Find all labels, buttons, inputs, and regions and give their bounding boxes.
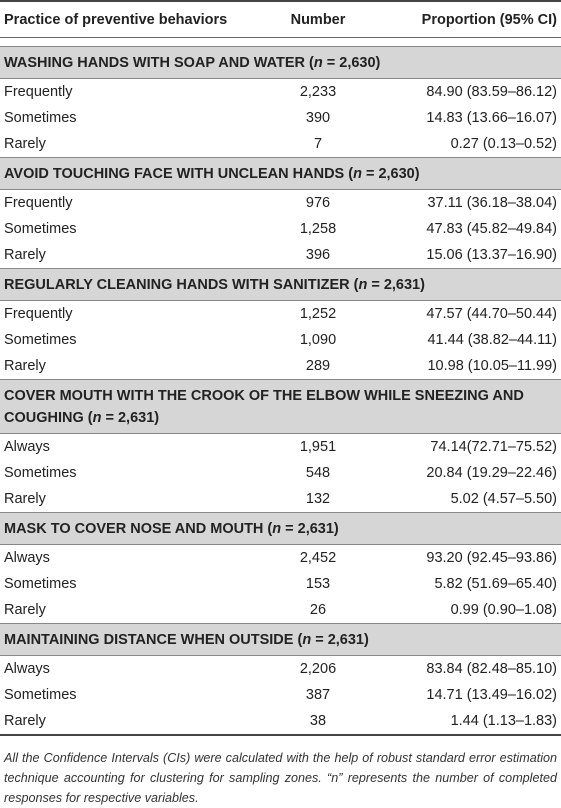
- header-number: Number: [290, 11, 346, 28]
- table-row: [0, 460, 561, 486]
- row-number: 976: [305, 195, 331, 211]
- section-title: WASHING HANDS WITH SOAP AND WATER (: [4, 55, 314, 71]
- section-header: [0, 157, 561, 190]
- row-label: Rarely: [4, 358, 46, 374]
- section-n-label: n: [353, 166, 362, 182]
- row-number: 7: [313, 136, 323, 152]
- table-row: [0, 486, 561, 512]
- row-proportion: 37.11 (36.18–38.04): [427, 195, 557, 211]
- row-proportion: 83.84 (82.48–85.10): [426, 661, 557, 677]
- section-header: [0, 46, 561, 79]
- section-title: AVOID TOUCHING FACE WITH UNCLEAN HANDS (: [4, 166, 354, 182]
- row-proportion: 74.14(72.71–75.52): [430, 439, 557, 455]
- table-row: [0, 105, 561, 131]
- table-row: [0, 79, 561, 105]
- row-proportion: 14.71 (13.49–16.02): [426, 687, 557, 703]
- row-label: Rarely: [4, 491, 46, 507]
- row-proportion: 1.44 (1.13–1.83): [450, 713, 557, 729]
- section-n-label: n: [302, 632, 312, 648]
- table-row: [0, 131, 561, 157]
- row-label: Sometimes: [4, 110, 77, 126]
- row-number: 548: [305, 465, 331, 481]
- header-practice: Practice of preventive behaviors: [4, 11, 228, 28]
- section-n-value: = 2,631): [281, 521, 339, 537]
- row-proportion: 5.02 (4.57–5.50): [450, 491, 557, 507]
- row-label: Always: [4, 439, 50, 455]
- table-row: [0, 327, 561, 353]
- section-n-value: = 2,631): [311, 632, 369, 648]
- row-label: Always: [4, 550, 50, 566]
- table-row: [0, 242, 561, 268]
- row-label: Rarely: [4, 247, 46, 263]
- row-number: 132: [305, 491, 331, 507]
- section-n-value: = 2,631): [367, 277, 425, 293]
- table-row: [0, 708, 561, 734]
- table-row: [0, 571, 561, 597]
- row-label: Frequently: [4, 306, 73, 322]
- row-proportion: 20.84 (19.29–22.46): [426, 465, 557, 481]
- table-row: [0, 301, 561, 327]
- row-proportion: 0.99 (0.90–1.08): [450, 602, 557, 618]
- section-header: [0, 379, 561, 434]
- row-number: 2,233: [299, 84, 337, 100]
- section-n-label: n: [272, 521, 282, 537]
- row-proportion: 41.44 (38.82–44.11): [427, 332, 557, 348]
- row-number: 396: [305, 247, 331, 263]
- section-title: COVER MOUTH WITH THE CROOK OF THE ELBOW WHILE SNEEZING AND COUGHING (: [4, 388, 524, 426]
- section-header: [0, 268, 561, 301]
- row-label: Frequently: [4, 84, 73, 100]
- row-number: 1,951: [299, 439, 337, 455]
- row-label: Sometimes: [4, 221, 77, 237]
- row-label: Rarely: [4, 602, 46, 618]
- row-label: Sometimes: [4, 576, 77, 592]
- table-row: [0, 353, 561, 379]
- table-body: [0, 46, 561, 734]
- row-number: 390: [305, 110, 331, 126]
- row-proportion: 93.20 (92.45–93.86): [426, 550, 557, 566]
- row-proportion: 0.27 (0.13–0.52): [450, 136, 557, 152]
- table-row: [0, 545, 561, 571]
- row-label: Rarely: [4, 136, 46, 152]
- header-proportion: Proportion (95% CI): [421, 11, 557, 28]
- section-n-label: n: [313, 55, 323, 71]
- row-label: Rarely: [4, 713, 46, 729]
- row-proportion: 5.82 (51.69–65.40): [434, 576, 557, 592]
- section-n-value: = 2,630): [361, 166, 420, 182]
- row-proportion: 47.83 (45.82–49.84): [426, 221, 557, 237]
- section-n-value: = 2,631): [101, 410, 160, 426]
- table-row: [0, 597, 561, 623]
- row-number: 289: [305, 358, 331, 374]
- table-row: [0, 216, 561, 242]
- header-spacer: [0, 38, 561, 46]
- section-header: [0, 512, 561, 545]
- row-number: 38: [309, 713, 327, 729]
- section-n-label: n: [92, 410, 102, 426]
- row-label: Sometimes: [4, 687, 77, 703]
- row-proportion: 47.57 (44.70–50.44): [426, 306, 557, 322]
- row-proportion: 15.06 (13.37–16.90): [426, 247, 557, 263]
- row-number: 1,252: [299, 306, 337, 322]
- table-row: [0, 190, 561, 216]
- row-number: 26: [309, 602, 327, 618]
- row-number: 2,452: [299, 550, 337, 566]
- section-title: MASK TO COVER NOSE AND MOUTH (: [4, 521, 273, 537]
- row-number: 1,090: [299, 332, 337, 348]
- row-label: Sometimes: [4, 465, 77, 481]
- row-label: Always: [4, 661, 50, 677]
- section-n-value: = 2,630): [322, 55, 381, 71]
- table-row: [0, 656, 561, 682]
- section-title: MAINTAINING DISTANCE WHEN OUTSIDE (: [4, 632, 303, 648]
- row-number: 387: [305, 687, 331, 703]
- table-footnote: All the Confidence Intervals (CIs) were calculated with the help of robust standard error estimation technique accounting for clustering for sampling zones. “n” represents the number of completed responses for respective variables.: [4, 751, 557, 805]
- table-header-row: [0, 0, 561, 38]
- row-proportion: 84.90 (83.59–86.12): [426, 84, 557, 100]
- table-row: [0, 434, 561, 460]
- row-proportion: 10.98 (10.05–11.99): [427, 358, 557, 374]
- row-number: 1,258: [299, 221, 337, 237]
- section-n-label: n: [358, 277, 368, 293]
- row-number: 2,206: [299, 661, 337, 677]
- row-label: Frequently: [4, 195, 73, 211]
- section-header: [0, 623, 561, 656]
- section-title: REGULARLY CLEANING HANDS WITH SANITIZER (: [4, 277, 359, 293]
- table-row: [0, 682, 561, 708]
- row-label: Sometimes: [4, 332, 77, 348]
- row-proportion: 14.83 (13.66–16.07): [426, 110, 557, 126]
- row-number: 153: [305, 576, 331, 592]
